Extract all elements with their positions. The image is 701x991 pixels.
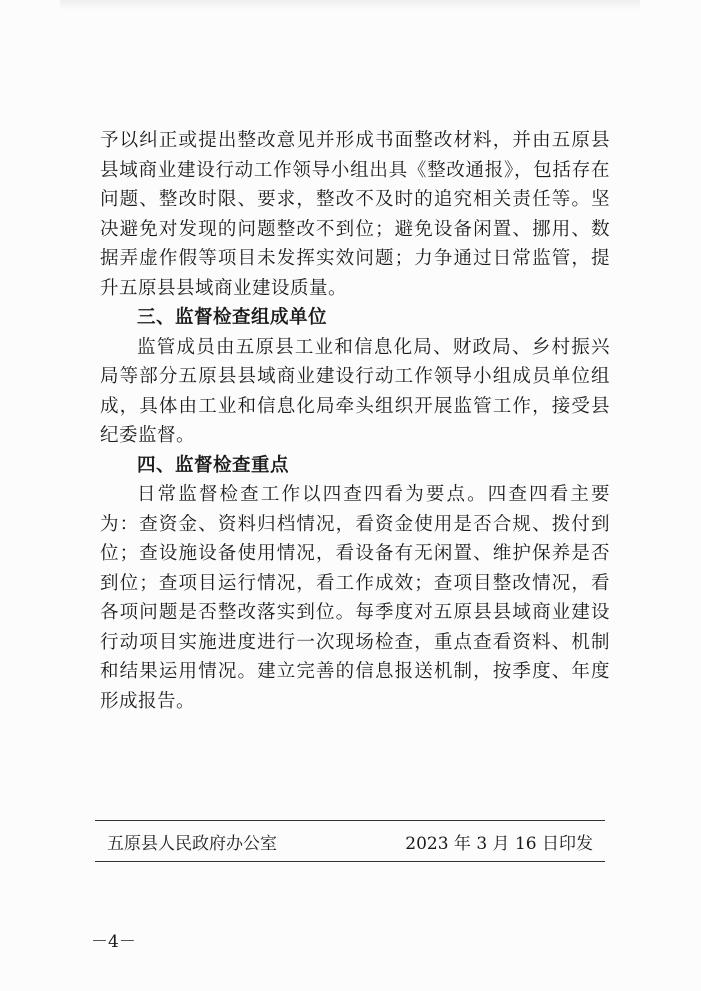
paragraph-continued: 予以纠正或提出整改意见并形成书面整改材料，并由五原县县域商业建设行动工作领导小组出具《整改通报》，包括存在问题、整改时限、要求，整改不及时的追究相关责任等。坚决避免对发现的问题整改不到位；避免设备闲置、挪用、数据弄虚作假等项目未发挥实效问题；力争通过日常监管，提升五原县县域商业建设质量。 xyxy=(100,130,610,299)
footer-row xyxy=(95,821,605,861)
document-body xyxy=(100,126,610,716)
section-body-3: 监管成员由五原县工业和信息化局、财政局、乡村振兴局等部分五原县县域商业建设行动工作领导小组成员单位组成，具体由工业和信息化局牵头组织开展监管工作，接受县纪委监督。 xyxy=(100,336,610,446)
issue-date: 2023 年 3 月 16 日印发 xyxy=(405,833,593,854)
section-heading-3: 三、监督检查组成单位 xyxy=(137,307,328,328)
section-heading-4: 四、监督检查重点 xyxy=(137,454,290,476)
page-number: －4－ xyxy=(91,932,136,952)
footer-bottom-rule xyxy=(95,861,605,862)
issuance-footer xyxy=(95,820,605,862)
section-body-4: 日常监督检查工作以四查四看为要点。四查四看主要为：查资金、资料归档情况，看资金使用是否合规、拨付到位；查设施设备使用情况，看设备有无闲置、维护保养是否到位；查项目运行情况，看工作成效；查项目整改情况，看各项问题是否整改落实到位。每季度对五原县县域商业建设行动项目实施进度进行一次现场检查，重点查看资料、机制和结果运用情况。建立完善的信息报送机制，按季度、年度形成报告。 xyxy=(100,484,610,712)
issuer-name: 五原县人民政府办公室 xyxy=(107,833,277,854)
scan-shadow xyxy=(60,0,640,10)
